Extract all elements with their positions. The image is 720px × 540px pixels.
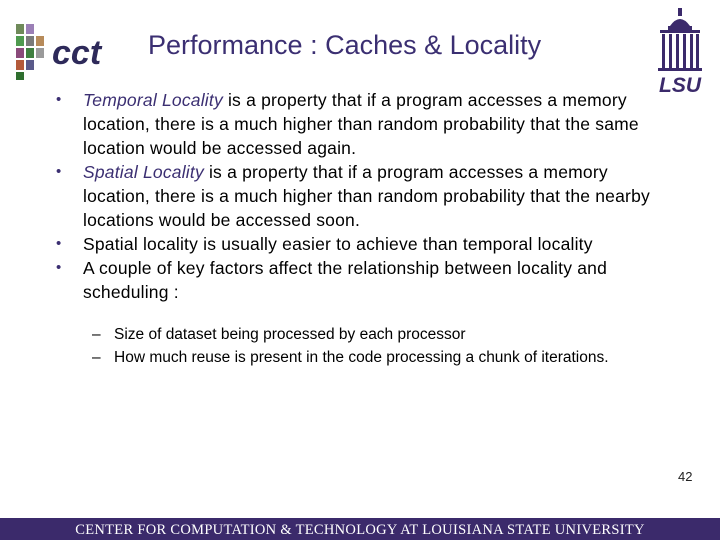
sub-bullet-text: Size of dataset being processed by each processor bbox=[114, 326, 466, 343]
lsu-logo bbox=[650, 4, 710, 96]
svg-text:LSU: LSU bbox=[659, 74, 701, 96]
bullet-marker: • bbox=[56, 91, 62, 108]
svg-text:cct: cct bbox=[52, 34, 102, 72]
bullet-item bbox=[56, 256, 666, 304]
sub-bullet-list bbox=[92, 323, 632, 369]
bullet-item bbox=[56, 160, 666, 232]
bullet-item bbox=[56, 232, 666, 256]
page-number: 42 bbox=[678, 469, 693, 484]
bullet-text: is a property that if a program accesses a memory location, there is a much higher than random probability that the same location would be accessed again. bbox=[83, 90, 639, 158]
bullet-list bbox=[56, 88, 666, 304]
sub-bullet-text: How much reuse is present in the code processing a chunk of iterations. bbox=[114, 349, 609, 366]
term-emphasis: Temporal Locality bbox=[83, 90, 223, 110]
bullet-text: A couple of key factors affect the relationship between locality and scheduling : bbox=[83, 258, 608, 302]
bullet-text: Spatial locality is usually easier to achieve than temporal locality bbox=[83, 234, 593, 254]
bullet-marker: • bbox=[56, 235, 62, 252]
sub-bullet-item bbox=[92, 346, 632, 370]
bullet-text: is a property that if a program accesses a memory location, there is a much higher than random probability that the nearby locations would be accessed soon. bbox=[83, 162, 650, 230]
sub-bullet-marker: – bbox=[92, 326, 101, 343]
sub-bullet-marker: – bbox=[92, 349, 101, 366]
bullet-marker: • bbox=[56, 163, 62, 180]
bullet-marker: • bbox=[56, 259, 62, 276]
page-title: Performance : Caches & Locality bbox=[148, 30, 542, 60]
footer-banner: CENTER FOR COMPUTATION & TECHNOLOGY AT LOUISIANA STATE UNIVERSITY bbox=[0, 518, 720, 540]
term-emphasis: Spatial Locality bbox=[83, 162, 204, 182]
cct-logo bbox=[14, 22, 132, 82]
sub-bullet-item bbox=[92, 323, 632, 347]
bullet-item bbox=[56, 88, 666, 160]
